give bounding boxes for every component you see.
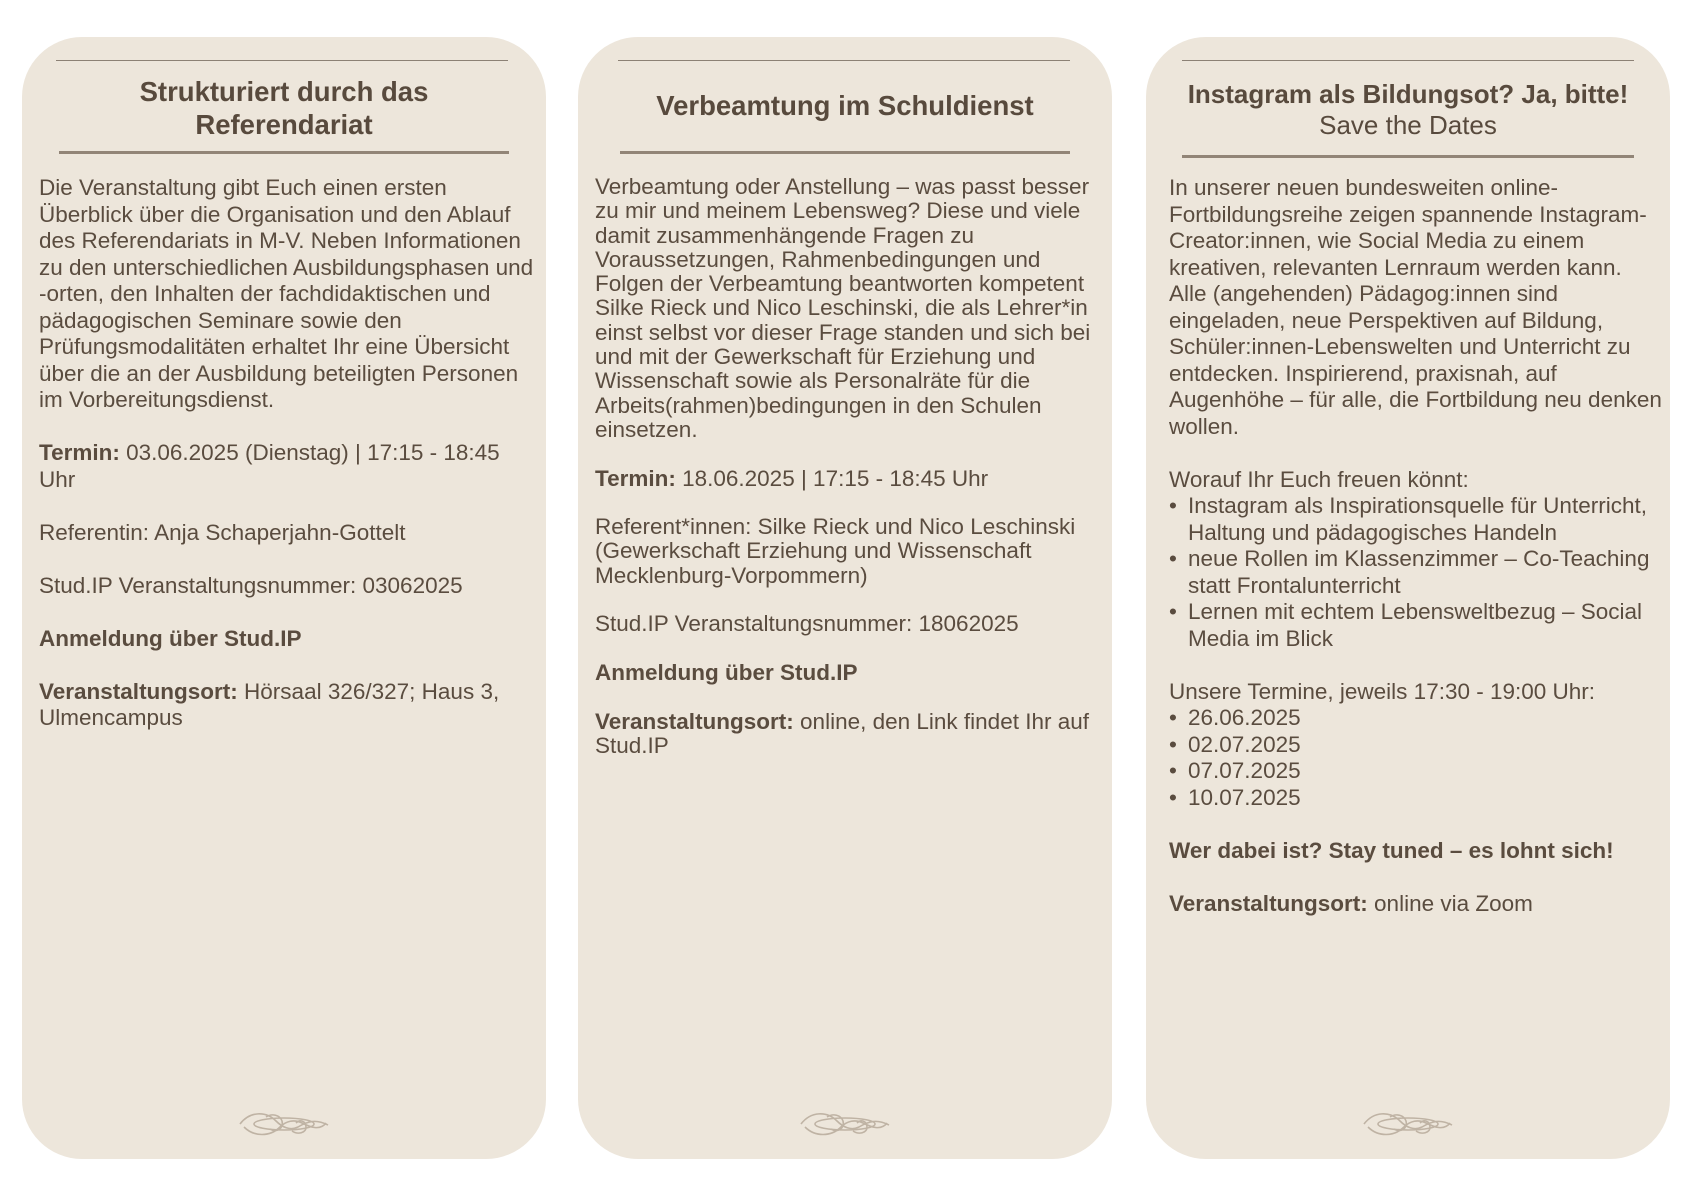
bullet-icon: • (1169, 493, 1177, 518)
title-divider (59, 151, 509, 154)
date-text: 10.07.2025 (1188, 784, 1301, 810)
panel-subtitle: Save the Dates (1319, 110, 1497, 140)
intro-text: In unserer neuen bundesweiten online-Fortbildungsreihe zeigen spannende Instagram-Creator:innen, wie Social Media zu einem kreativen, relevanten Lernraum werden kann. Alle (angehenden) Pädagog:innen sind eingeladen, neue Perspektiven auf Bildung, Schüler:innen-Lebenswelten und Unterricht zu entdecken. Inspirierend, praxisnah, auf Augenhöhe – für alle, die Fortbildung neu denken wollen. (1169, 175, 1662, 439)
ort-label: Veranstaltungsort: (1169, 890, 1368, 916)
freuen-list (1169, 493, 1664, 652)
title-block (1146, 79, 1670, 140)
list-item-text: Lernen mit echtem Lebensweltbezug – Social Media im Blick (1188, 599, 1643, 651)
list-item (1169, 785, 1664, 812)
top-divider (1182, 60, 1634, 61)
termin-label: Termin: (595, 465, 676, 491)
termine-heading: Unsere Termine, jeweils 17:30 - 19:00 Uhr: (1169, 678, 1596, 704)
freuen-section (1169, 467, 1664, 653)
panel-title: Instagram als Bildungsot? Ja, bitte! (1187, 79, 1629, 109)
termin-line (39, 440, 539, 493)
ort-value: online, den Link findet Ihr auf Stud.IP (595, 708, 1089, 758)
termine-section (1169, 679, 1664, 812)
veranstaltungsnummer: Stud.IP Veranstaltungsnummer: 03062025 (39, 572, 463, 598)
termin-label: Termin: (39, 440, 120, 465)
title-divider (1182, 155, 1634, 158)
date-text: 26.06.2025 (1188, 705, 1301, 730)
freuen-heading: Worauf Ihr Euch freuen könnt: (1169, 466, 1469, 492)
list-item (1169, 493, 1664, 546)
top-divider (618, 60, 1070, 61)
panel-title: Strukturiert durch das Referendariat (139, 76, 429, 140)
list-item (1169, 732, 1664, 759)
referent-line: Referentin: Anja Schaperjahn-Gottelt (39, 519, 406, 545)
ornament-flourish-icon (236, 1107, 332, 1141)
teaser-text: Wer dabei ist? Stay tuned – es lohnt sich! (1169, 837, 1614, 863)
anmeldung-note: Anmeldung über Stud.IP (595, 659, 858, 685)
list-item (1169, 758, 1664, 785)
panel-instagram (1146, 37, 1670, 1159)
title-block (22, 75, 546, 141)
bullet-icon: • (1169, 599, 1177, 624)
ort-label: Veranstaltungsort: (39, 678, 238, 704)
bullet-icon: • (1169, 758, 1177, 783)
panel-referendariat (22, 37, 546, 1159)
top-divider (56, 60, 508, 61)
termin-value: 18.06.2025 | 17:15 - 18:45 Uhr (675, 465, 989, 491)
intro-text: Verbeamtung oder Anstellung – was passt besser zu mir und meinem Lebensweg? Diese und viele damit zusammenhängende Fragen zu Voraussetzungen, Rahmenbedingungen und Folgen der Verbeamtung beantworten kompetent Silke Rieck und Nico Leschinski, die als Lehrer*in einst selbst vor dieser Frage standen und sich bei und mit der Gewerkschaft für Erziehung und Wissenschaft sowie als Personalräte für die Arbeits(rahmen)bedingungen in den Schulen einsetzen. (595, 174, 1091, 442)
anmeldung-note: Anmeldung über Stud.IP (39, 625, 302, 651)
title-block (578, 89, 1112, 122)
list-item-text: Instagram als Inspirationsquelle für Unterricht, Haltung und pädagogisches Handeln (1188, 493, 1647, 545)
ort-value: online via Zoom (1367, 890, 1533, 916)
list-item (1169, 546, 1664, 599)
date-text: 07.07.2025 (1188, 758, 1301, 783)
title-divider (620, 151, 1070, 154)
ort-label: Veranstaltungsort: (595, 708, 794, 734)
list-item (1169, 599, 1664, 652)
panel-verbeamtung (578, 37, 1112, 1159)
bullet-icon: • (1169, 731, 1177, 757)
termin-value: 03.06.2025 (Dienstag) | 17:15 - 18:45 Uhr (39, 440, 500, 492)
ort-value: Hörsaal 326/327; Haus 3, Ulmencampus (39, 678, 500, 730)
intro-text: Die Veranstaltung gibt Euch einen ersten Überblick über die Organisation und den Ablauf des Referendariats in M-V. Neben Informationen zu den unterschiedlichen Ausbildungsphasen und -orten, den Inhalten der fachdidaktischen und pädagogischen Seminare sowie den Prüfungsmodalitäten erhaltet Ihr eine Übersicht über die an der Ausbildung beteiligten Personen im Vorbereitungsdienst. (39, 175, 534, 412)
list-item-text: neue Rollen im Klassenzimmer – Co-Teaching statt Frontalunterricht (1188, 546, 1650, 598)
panel-body (39, 175, 539, 758)
ornament-flourish-icon (1360, 1107, 1456, 1141)
bullet-icon: • (1169, 546, 1177, 571)
bullet-icon: • (1169, 784, 1177, 810)
panel-body (1169, 175, 1664, 944)
referent-line: Referent*innen: Silke Rieck und Nico Leschinski (Gewerkschaft Erziehung und Wissenschaft Mecklenburg-Vorpommern) (595, 514, 1076, 588)
date-text: 02.07.2025 (1188, 731, 1301, 757)
ornament-flourish-icon (797, 1107, 893, 1141)
panel-body (595, 175, 1103, 782)
ort-line (595, 710, 1103, 759)
ort-line (1169, 891, 1664, 918)
bullet-icon: • (1169, 705, 1177, 730)
termin-line (595, 467, 1103, 491)
veranstaltungsnummer: Stud.IP Veranstaltungsnummer: 18062025 (595, 611, 1019, 637)
panel-title: Verbeamtung im Schuldienst (656, 90, 1034, 121)
list-item (1169, 705, 1664, 732)
ort-line (39, 679, 539, 732)
termine-list (1169, 705, 1664, 811)
